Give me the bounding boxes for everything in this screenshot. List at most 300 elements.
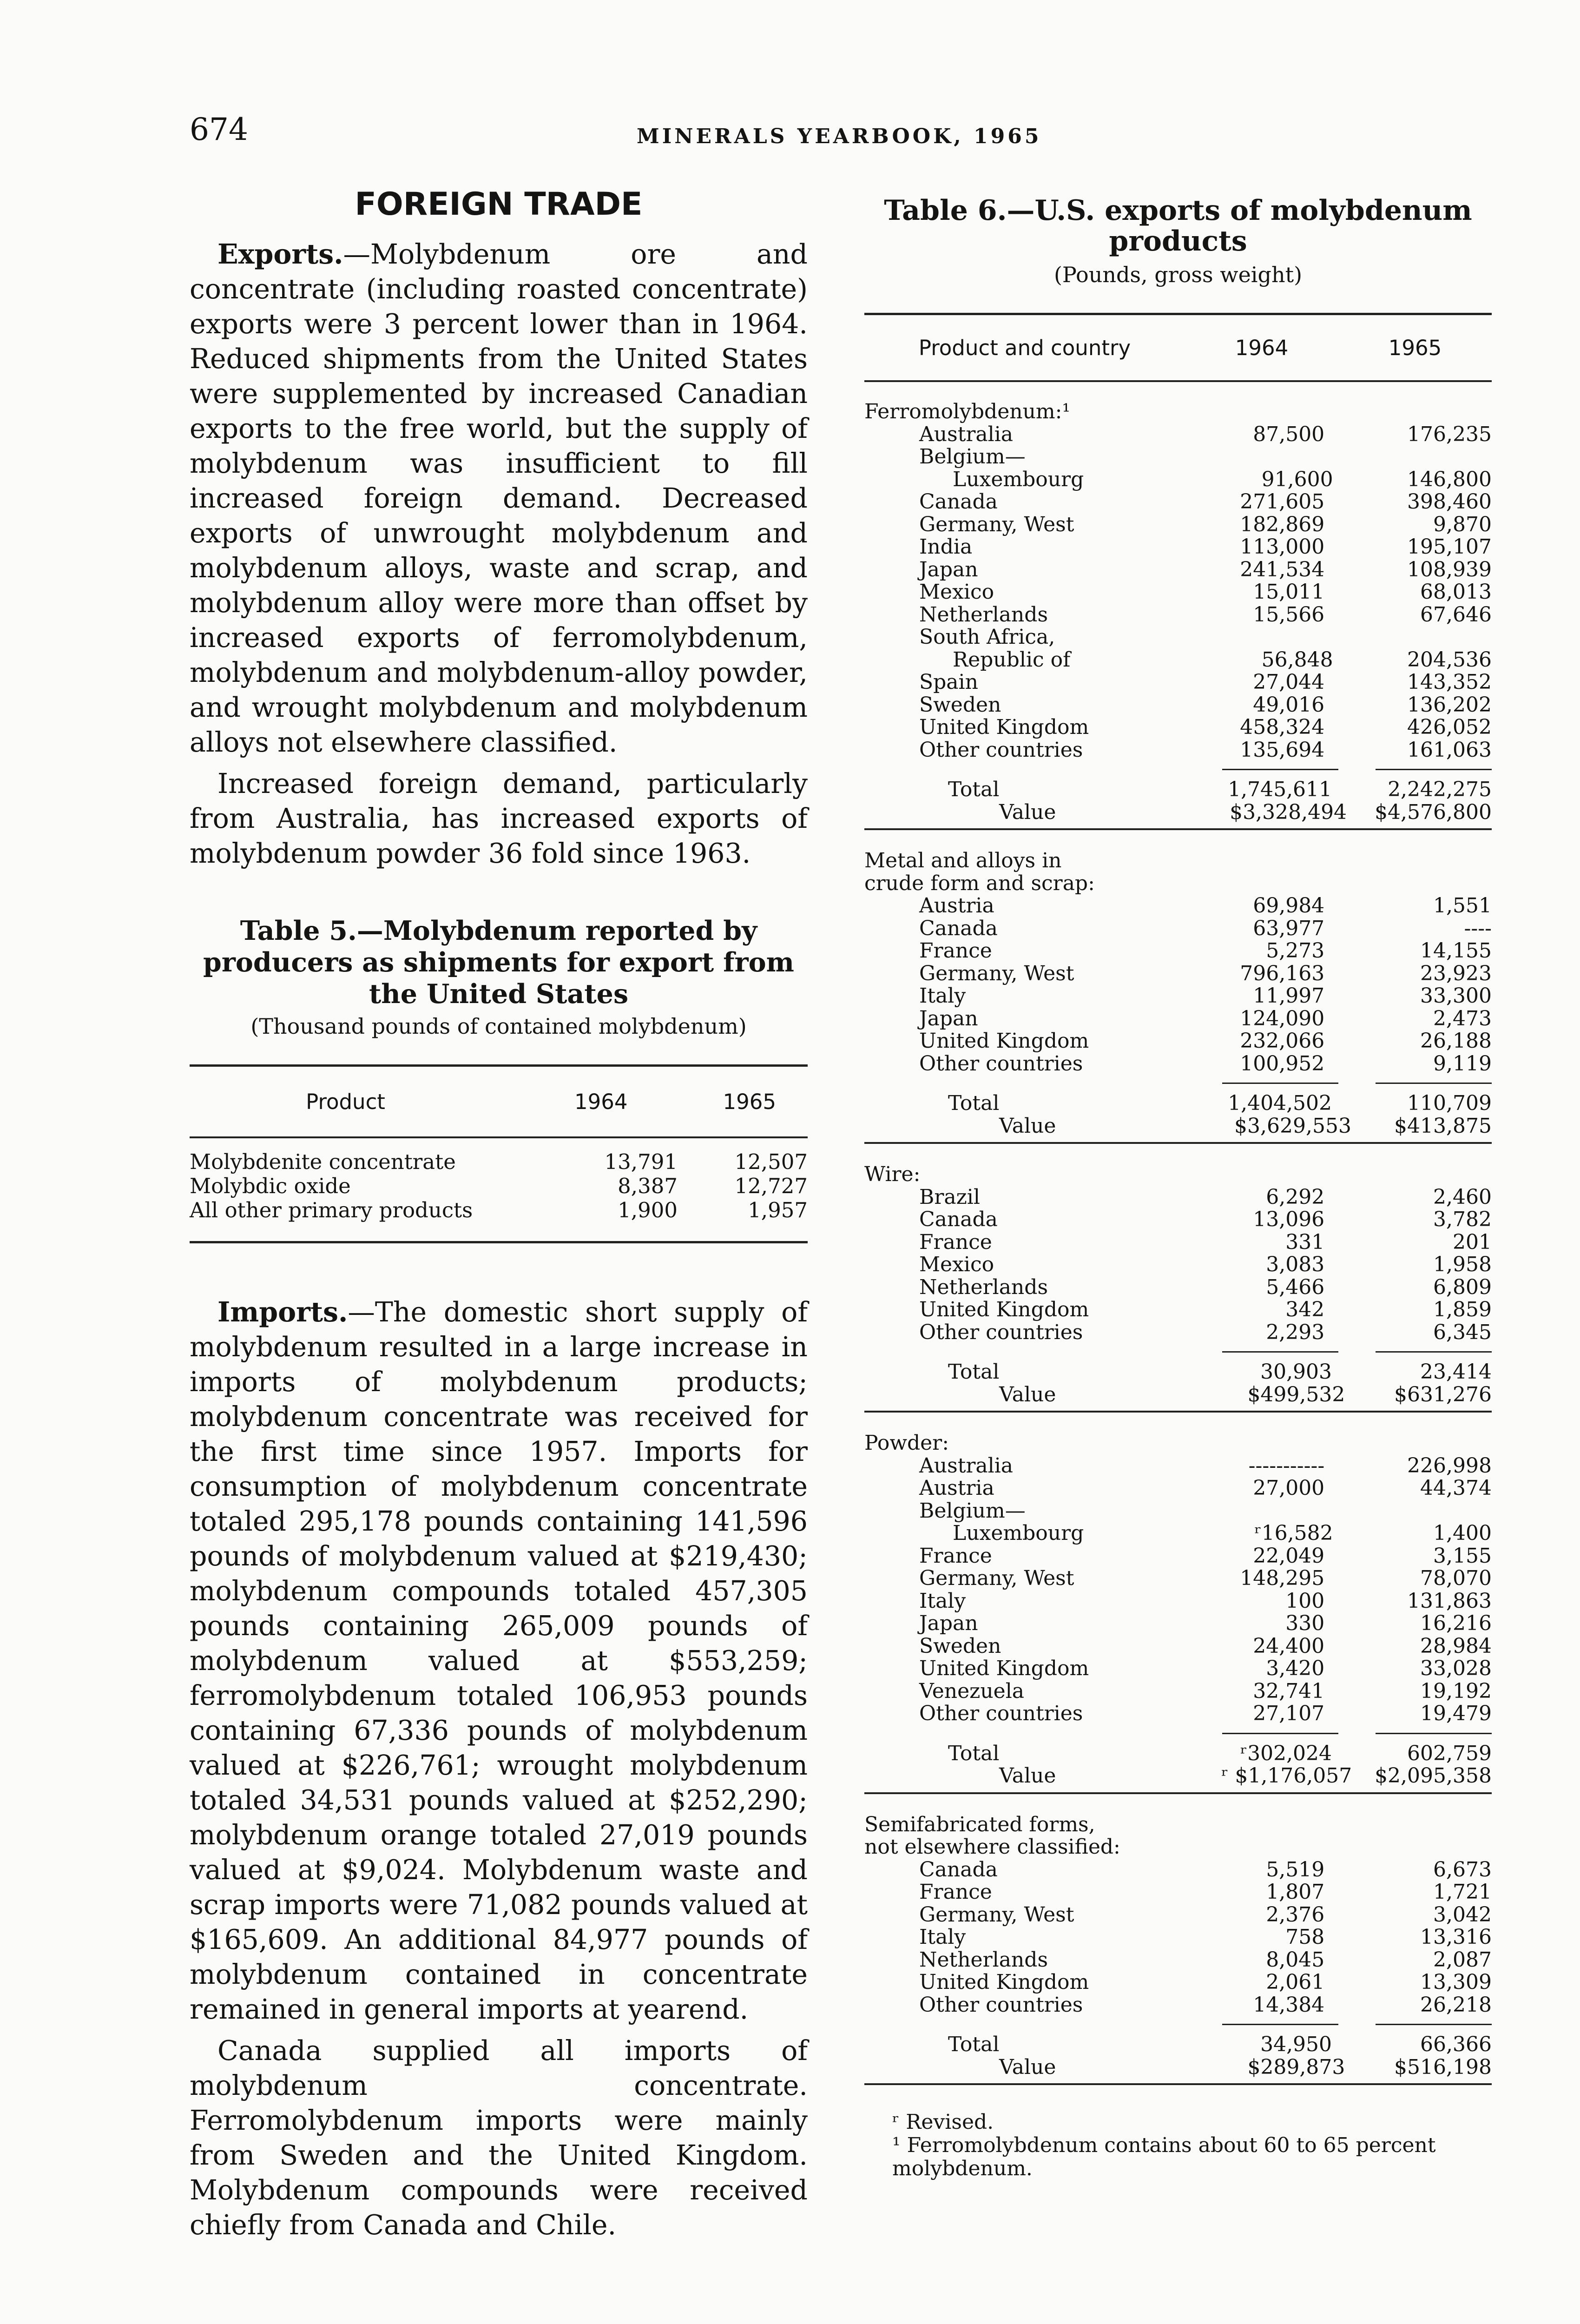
table6-cell-1964: 3,083 bbox=[1266, 1253, 1325, 1276]
table6-cell-country: France bbox=[919, 1545, 992, 1567]
table6-value-row bbox=[864, 801, 1492, 824]
table6-cell-country: South Africa, bbox=[919, 626, 1055, 649]
table6-cell-country: Republic of bbox=[953, 648, 1071, 671]
table6-cell-country: Other countries bbox=[919, 739, 1083, 761]
table6-subtitle: (Pounds, gross weight) bbox=[1053, 262, 1303, 287]
table6-cell-1964: 241,534 bbox=[1240, 557, 1325, 581]
table6-cell-1965: 68,013 bbox=[1420, 580, 1492, 604]
table5-header-1964: 1964 bbox=[574, 1089, 628, 1114]
table6-value-row bbox=[864, 1765, 1492, 1788]
table6-cell-country: Austria bbox=[919, 1477, 994, 1500]
table6-cell-country: United Kingdom bbox=[919, 716, 1089, 739]
table6-sum-rule bbox=[864, 1733, 1492, 1734]
table6-cell-1965: 1,551 bbox=[1433, 894, 1492, 918]
table6-cell-country: Sweden bbox=[919, 1635, 1001, 1657]
table6-cell-1965: 14,155 bbox=[1420, 939, 1492, 963]
table6-cell-1965: 131,863 bbox=[1407, 1589, 1492, 1613]
right-column bbox=[864, 195, 1492, 2180]
table6-row bbox=[864, 423, 1492, 446]
table6-cell-country: Germany, West bbox=[919, 513, 1074, 536]
table6-value-label: Value bbox=[999, 1115, 1056, 1137]
table6-row bbox=[864, 1276, 1492, 1299]
table6-cell-1964: 6,292 bbox=[1266, 1185, 1325, 1209]
table6-cell-country: Mexico bbox=[919, 581, 994, 604]
table6-cell-1965: 195,107 bbox=[1407, 535, 1492, 559]
exports-text: —Molybdenum ore and concentrate (including roasted concentrate) exports were 3 percent lower than in 1964. Reduced shipments from the United States were supplemented by increased Canadian exports to the free world, but the supply of molybdenum was insufficient to fill increased foreign demand. Decreased exports of unwrought molybdenum and molybdenum alloys, waste and scrap, and molybdenum alloy were more than offset by increased exports of ferromolybdenum, molybdenum and molybdenum-alloy powder, and wrought molybdenum and molybdenum alloys not elsewhere classified. bbox=[190, 238, 808, 758]
table6-section-rule bbox=[864, 1792, 1492, 1794]
table6-sum-rule bbox=[864, 2024, 1492, 2025]
table6-cell-1965: 16,216 bbox=[1420, 1611, 1492, 1635]
table6-total-label: Total bbox=[948, 1092, 1000, 1115]
table6-cell-1965: 33,300 bbox=[1420, 984, 1492, 1008]
table6-row bbox=[864, 514, 1492, 536]
table6-cell-1964: 56,848 bbox=[1261, 647, 1333, 672]
table6-cell-1965: 201 bbox=[1453, 1230, 1492, 1254]
table6-section-title bbox=[864, 1432, 1492, 1455]
table6-row bbox=[864, 604, 1492, 627]
table6-total-1964: 1,404,502 bbox=[1228, 1091, 1332, 1115]
table6-row bbox=[864, 1053, 1492, 1076]
table6-cell-1965: 28,984 bbox=[1420, 1634, 1492, 1658]
table6-cell-country: Japan bbox=[919, 558, 978, 581]
table6-cell-1964: ʳ16,582 bbox=[1254, 1521, 1333, 1545]
table6-cell-1964: 22,049 bbox=[1253, 1544, 1325, 1568]
table6-value-label: Value bbox=[999, 1383, 1056, 1406]
table6-cell-country: Other countries bbox=[919, 1321, 1083, 1344]
table6-cell-country: Germany, West bbox=[919, 1903, 1074, 1926]
table5-row bbox=[190, 1150, 808, 1174]
table6-cell-1964: 69,984 bbox=[1253, 894, 1325, 918]
table6-row bbox=[864, 671, 1492, 694]
table5-cell-product: All other primary products bbox=[190, 1198, 473, 1222]
table6-cell-1964: 271,605 bbox=[1240, 490, 1325, 514]
table5-header-1965: 1965 bbox=[723, 1089, 776, 1114]
table6-cell-1964: 2,376 bbox=[1266, 1902, 1325, 1927]
table6-cell-1965: 3,155 bbox=[1433, 1544, 1492, 1568]
table6-cell-1965: 26,218 bbox=[1420, 1993, 1492, 2017]
table6-cell-1965: 33,028 bbox=[1420, 1657, 1492, 1680]
table6-row bbox=[864, 1949, 1492, 1972]
table6-total-label: Total bbox=[948, 1361, 1000, 1384]
rule-spacer bbox=[864, 769, 1185, 770]
rule-1965 bbox=[1376, 1351, 1492, 1353]
table6-cell-1964: 3,420 bbox=[1266, 1657, 1325, 1680]
table6-cell-1965: 19,479 bbox=[1420, 1702, 1492, 1725]
table6-value-row bbox=[864, 2056, 1492, 2079]
table6-row bbox=[864, 1008, 1492, 1030]
rule-1964 bbox=[1222, 769, 1338, 770]
table6-cell-1965: 13,309 bbox=[1420, 1970, 1492, 1994]
table6-section-label: Semifabricated forms, not elsewhere classified: bbox=[864, 1813, 1120, 1859]
table6-value-1964: $3,629,553 bbox=[1234, 1114, 1351, 1138]
table6-row bbox=[864, 1881, 1492, 1904]
table6-cell-1965: 6,673 bbox=[1433, 1857, 1492, 1882]
table5-subtitle: (Thousand pounds of contained molybdenum) bbox=[250, 1014, 747, 1039]
table6-total-1964: 30,903 bbox=[1260, 1360, 1332, 1384]
table6-row bbox=[864, 1030, 1492, 1053]
table6-cell-country: Canada bbox=[919, 1208, 998, 1231]
table6-cell-1964: 27,107 bbox=[1253, 1702, 1325, 1725]
table6-cell-1964: 100,952 bbox=[1240, 1051, 1325, 1076]
table5-cell-1965: 1,957 bbox=[748, 1198, 808, 1222]
rule-spacer bbox=[864, 2024, 1185, 2025]
table6-section-label: Ferromolybdenum:¹ bbox=[864, 401, 1071, 423]
rule-spacer bbox=[864, 1083, 1185, 1084]
table6-cell-country: United Kingdom bbox=[919, 1657, 1089, 1680]
table6-cell-1964: 8,045 bbox=[1266, 1948, 1325, 1972]
table6-cell-1965: 108,939 bbox=[1407, 557, 1492, 581]
table6-cell-1964: 758 bbox=[1285, 1925, 1325, 1949]
table6-cell-country: Luxembourg bbox=[953, 1522, 1084, 1545]
table6-cell-1964: 2,293 bbox=[1266, 1320, 1325, 1344]
table6-cell-1964: 27,044 bbox=[1253, 670, 1325, 694]
table6-row bbox=[864, 1590, 1492, 1613]
table6-cell-1965: 226,998 bbox=[1407, 1453, 1492, 1478]
table6-cell-1965: 2,087 bbox=[1433, 1948, 1492, 1972]
table6-row bbox=[864, 1657, 1492, 1680]
table6-row bbox=[864, 1186, 1492, 1209]
table6-value-1964: $499,532 bbox=[1247, 1382, 1345, 1406]
exports-paragraph-2: Increased foreign demand, particularly from Australia, has increased exports of molybdenum powder 36 fold since 1963. bbox=[190, 768, 808, 869]
table6-section-rule bbox=[864, 2083, 1492, 2085]
table6-cell-country: Japan bbox=[919, 1612, 978, 1635]
table6-cell-1965: 161,063 bbox=[1407, 738, 1492, 762]
table6-cell-country: Japan bbox=[919, 1007, 978, 1030]
table6-cell-1965: 1,721 bbox=[1433, 1880, 1492, 1904]
table6-cell-1964: 330 bbox=[1285, 1611, 1325, 1635]
table6-cell-1964: 148,295 bbox=[1240, 1566, 1325, 1590]
table6-row bbox=[864, 559, 1492, 581]
table6-row bbox=[864, 1477, 1492, 1500]
table6-row bbox=[864, 469, 1492, 491]
table6-cell-1964: 14,384 bbox=[1253, 1993, 1325, 2017]
table6-value-label: Value bbox=[999, 801, 1056, 824]
table6-total-row bbox=[864, 1743, 1492, 1765]
table6-total-row bbox=[864, 1092, 1492, 1115]
table6-section-label: Metal and alloys in crude form and scrap: bbox=[864, 850, 1095, 895]
table6-cell-1965: 136,202 bbox=[1407, 693, 1492, 717]
table6-cell-1964: 63,977 bbox=[1253, 916, 1325, 940]
table6-total-1964: ʳ302,024 bbox=[1240, 1741, 1332, 1765]
table6-cell-1965: 1,400 bbox=[1433, 1521, 1492, 1545]
table5-cell-1964: 1,900 bbox=[618, 1198, 678, 1222]
table6-header bbox=[864, 315, 1492, 382]
table6-cell-country: Other countries bbox=[919, 1703, 1083, 1725]
table6-cell-1965: 78,070 bbox=[1420, 1566, 1492, 1590]
table6-total-1965: 66,366 bbox=[1420, 2033, 1492, 2056]
table6-value-1964: $3,328,494 bbox=[1230, 800, 1347, 824]
table6-section-title bbox=[864, 401, 1492, 423]
rule-1964 bbox=[1222, 1351, 1338, 1353]
table6-total-row bbox=[864, 2034, 1492, 2056]
table6-total-label: Total bbox=[948, 1742, 1000, 1765]
rule-1965 bbox=[1376, 1733, 1492, 1734]
table6-cell-1965: 426,052 bbox=[1407, 715, 1492, 739]
footnote-1: ¹ Ferromolybdenum contains about 60 to 65 percent molybdenum. bbox=[892, 2133, 1436, 2180]
table6-cell-1964: 5,273 bbox=[1266, 939, 1325, 963]
table6-cell-1964: 182,869 bbox=[1240, 512, 1325, 536]
table6-cell-country: Other countries bbox=[919, 1052, 1083, 1075]
table6-row bbox=[864, 918, 1492, 940]
table6-cell-country: Germany, West bbox=[919, 1567, 1074, 1590]
table6-cell-1965: 176,235 bbox=[1407, 422, 1492, 446]
table6-row bbox=[864, 1254, 1492, 1276]
table6-cell-1964: 87,500 bbox=[1253, 422, 1325, 446]
table5-header-product: Product bbox=[306, 1089, 385, 1114]
table6-cell-country: Germany, West bbox=[919, 962, 1074, 985]
table6-row bbox=[864, 739, 1492, 762]
table6-caption: Table 6.—U.S. exports of molybdenum products bbox=[884, 194, 1472, 257]
table6-cell-1965: 146,800 bbox=[1407, 467, 1492, 491]
table6-cell-1965: 3,782 bbox=[1433, 1208, 1492, 1231]
table6-value-1965: $631,276 bbox=[1394, 1382, 1492, 1406]
table6-row bbox=[864, 1703, 1492, 1725]
table6-row bbox=[864, 1904, 1492, 1927]
table6-cell-country: France bbox=[919, 940, 992, 963]
left-column bbox=[190, 186, 808, 2243]
table6-row bbox=[864, 1299, 1492, 1321]
table6-total-1965: 23,414 bbox=[1420, 1360, 1492, 1384]
rule-spacer bbox=[864, 1733, 1185, 1734]
table6-cell-country: Canada bbox=[919, 491, 998, 514]
table6-value-1965: $2,095,358 bbox=[1375, 1764, 1492, 1788]
table5 bbox=[190, 1064, 808, 1243]
table6-cell-1964: 27,000 bbox=[1253, 1476, 1325, 1500]
table6-cell-1965: 13,316 bbox=[1420, 1925, 1492, 1949]
table6-cell-1964: 11,997 bbox=[1253, 984, 1325, 1008]
table6-cell-1964: 342 bbox=[1285, 1298, 1325, 1321]
table6-cell-country: Italy bbox=[919, 985, 966, 1008]
table6-cell-country: France bbox=[919, 1881, 992, 1904]
table6-cell-1964: 796,163 bbox=[1240, 961, 1325, 985]
table6-section-title bbox=[864, 1163, 1492, 1186]
table6-value-1965: $516,198 bbox=[1394, 2055, 1492, 2079]
exports-paragraph bbox=[190, 237, 808, 760]
table6-cell-1965: 6,345 bbox=[1433, 1320, 1492, 1344]
table6-cell-1964: 331 bbox=[1285, 1230, 1325, 1254]
table6-cell-1964: 15,011 bbox=[1253, 580, 1325, 604]
table6-cell-country: Spain bbox=[919, 671, 978, 694]
imports-text: —The domestic short supply of molybdenum resulted in a large increase in imports of molybdenum products; molybdenum concentrate was received for the first time since 1957. Imports for consumption of molybdenum concentrate totaled 295,178 pounds containing 141,596 pounds of molybdenum valued at $219,430; molybdenum compounds totaled 457,305 pounds containing 265,009 pounds of molybdenum valued at $553,259; ferromolybdenum totaled 106,953 pounds containing 67,336 pounds of molybdenum valued at $226,761; wrought molybdenum totaled 34,531 pounds valued at $252,290; molybdenum orange totaled 27,019 pounds valued at $9,024. Molybdenum waste and scrap imports were 71,082 pounds valued at $165,609. An additional 84,977 pounds of molybdenum contained in concentrate remained in general imports at yearend. bbox=[190, 1296, 808, 2025]
table6-cell-1964: 100 bbox=[1285, 1589, 1325, 1613]
table6-cell-country: Belgium— bbox=[919, 446, 1026, 469]
table5-cell-1965: 12,507 bbox=[734, 1149, 808, 1174]
table6-row bbox=[864, 536, 1492, 559]
table6-total-1964: 1,745,611 bbox=[1228, 778, 1332, 801]
table5-cell-1964: 8,387 bbox=[618, 1174, 678, 1198]
table6-cell-country: Sweden bbox=[919, 693, 1001, 716]
table6-header-product: Product and country bbox=[918, 335, 1131, 360]
table6-cell-1965: 398,460 bbox=[1407, 490, 1492, 514]
exports-runin: Exports. bbox=[217, 238, 343, 270]
table6-section-rule bbox=[864, 1142, 1492, 1144]
table6-row bbox=[864, 963, 1492, 985]
table6-cell-country: United Kingdom bbox=[919, 1299, 1089, 1321]
rule-1964 bbox=[1222, 1733, 1338, 1734]
table6-cell-country: Other countries bbox=[919, 1994, 1083, 2016]
table6-section-label: Wire: bbox=[864, 1163, 921, 1186]
table6-cell-1965: 3,042 bbox=[1433, 1902, 1492, 1927]
table6-row bbox=[864, 1500, 1492, 1523]
table6-cell-country: United Kingdom bbox=[919, 1030, 1089, 1053]
rule-1965 bbox=[1376, 769, 1492, 770]
table6-body bbox=[864, 382, 1492, 2085]
table6-footnotes bbox=[864, 2111, 1492, 2180]
table6-value-row bbox=[864, 1115, 1492, 1138]
table6-value-label: Value bbox=[999, 2056, 1056, 2079]
rule-spacer bbox=[864, 1351, 1185, 1353]
table6-cell-country: Canada bbox=[919, 917, 998, 940]
table6-cell-country: Brazil bbox=[919, 1186, 980, 1208]
table6-row bbox=[864, 1321, 1492, 1344]
table6-cell-country: Italy bbox=[919, 1926, 966, 1949]
table6-row bbox=[864, 895, 1492, 918]
table6-row bbox=[864, 940, 1492, 963]
table6-cell-1965: 9,119 bbox=[1433, 1051, 1492, 1076]
table6-total-label: Total bbox=[948, 2034, 1000, 2056]
table6-cell-1964: 24,400 bbox=[1253, 1634, 1325, 1658]
table6-row bbox=[864, 694, 1492, 717]
table6-cell-country: France bbox=[919, 1231, 992, 1254]
table6-cell-1964: 32,741 bbox=[1253, 1679, 1325, 1703]
table6-row bbox=[864, 626, 1492, 649]
table6-cell-1964: 13,096 bbox=[1253, 1208, 1325, 1231]
imports-runin: Imports. bbox=[217, 1296, 348, 1328]
table5-row bbox=[190, 1198, 808, 1222]
table6-total-1965: 2,242,275 bbox=[1388, 778, 1492, 801]
table6-cell-1964: 458,324 bbox=[1240, 715, 1325, 739]
table6-cell-country: Italy bbox=[919, 1590, 966, 1612]
table6-value-1965: $413,875 bbox=[1394, 1114, 1492, 1138]
table6-row bbox=[864, 1208, 1492, 1231]
table6-row bbox=[864, 1567, 1492, 1590]
table6-value-row bbox=[864, 1384, 1492, 1406]
table6-cell-1964: 113,000 bbox=[1240, 535, 1325, 559]
table6-cell-country: United Kingdom bbox=[919, 1971, 1089, 1994]
table6-cell-1964: 91,600 bbox=[1261, 467, 1333, 491]
table6-cell-country: Venezuela bbox=[919, 1680, 1025, 1703]
table6-cell-country: Netherlands bbox=[919, 1948, 1048, 1971]
table6-row bbox=[864, 491, 1492, 514]
table6-cell-1965: 67,646 bbox=[1420, 602, 1492, 627]
table6-cell-1965: 143,352 bbox=[1407, 670, 1492, 694]
rule-1964 bbox=[1222, 1083, 1338, 1084]
table6-cell-1965: 6,809 bbox=[1433, 1275, 1492, 1299]
table6-section-label: Powder: bbox=[864, 1432, 949, 1455]
table5-cell-1965: 12,727 bbox=[734, 1174, 808, 1198]
table5-body bbox=[190, 1138, 808, 1241]
table6-row bbox=[864, 581, 1492, 604]
section-title: FOREIGN TRADE bbox=[355, 186, 643, 223]
table6 bbox=[864, 313, 1492, 2085]
table6-cell-1965: ---- bbox=[1464, 916, 1492, 940]
table6-cell-country: Australia bbox=[919, 1454, 1014, 1477]
table6-row bbox=[864, 1612, 1492, 1635]
table6-total-1965: 602,759 bbox=[1407, 1741, 1492, 1765]
table6-cell-1965: 2,460 bbox=[1433, 1185, 1492, 1209]
table6-section-rule bbox=[864, 828, 1492, 830]
table6-total-row bbox=[864, 779, 1492, 801]
page-number: 674 bbox=[190, 112, 248, 147]
table6-cell-1964: 1,807 bbox=[1266, 1880, 1325, 1904]
table6-cell-country: Mexico bbox=[919, 1254, 994, 1276]
imports-paragraph bbox=[190, 1294, 808, 2027]
table5-cell-1964: 13,791 bbox=[604, 1149, 678, 1174]
table5-cell-product: Molybdenite concentrate bbox=[190, 1149, 456, 1174]
table6-row bbox=[864, 1926, 1492, 1949]
table6-cell-1964: 232,066 bbox=[1240, 1029, 1325, 1053]
table6-cell-country: India bbox=[919, 536, 973, 559]
table6-cell-1964: ----------- bbox=[1248, 1453, 1325, 1478]
table6-section-title bbox=[864, 1814, 1492, 1859]
rule-1965 bbox=[1376, 1083, 1492, 1084]
table6-row bbox=[864, 649, 1492, 672]
table6-cell-1964: 49,016 bbox=[1253, 693, 1325, 717]
table6-cell-1965: 1,859 bbox=[1433, 1298, 1492, 1321]
table6-cell-1964: 5,519 bbox=[1266, 1857, 1325, 1882]
table6-cell-1964: 2,061 bbox=[1266, 1970, 1325, 1994]
table6-cell-1965: 44,374 bbox=[1420, 1476, 1492, 1500]
table6-cell-1965: 19,192 bbox=[1420, 1679, 1492, 1703]
table6-cell-1965: 23,923 bbox=[1420, 961, 1492, 985]
table5-row bbox=[190, 1174, 808, 1198]
table5-caption: Table 5.—Molybdenum reported by producers as shipments for export from the United States bbox=[203, 915, 794, 1010]
table6-cell-country: Netherlands bbox=[919, 603, 1048, 626]
table6-cell-1964: 124,090 bbox=[1240, 1006, 1325, 1030]
running-title: MINERALS YEARBOOK, 1965 bbox=[637, 125, 1042, 148]
table6-row bbox=[864, 1545, 1492, 1568]
table6-total-row bbox=[864, 1361, 1492, 1384]
table6-header-1965: 1965 bbox=[1388, 335, 1442, 360]
table6-cell-country: Canada bbox=[919, 1858, 998, 1881]
table6-value-1964: $289,873 bbox=[1247, 2055, 1345, 2079]
table6-cell-1965: 9,870 bbox=[1433, 512, 1492, 536]
table6-cell-1964: 5,466 bbox=[1266, 1275, 1325, 1299]
table6-header-1964: 1964 bbox=[1235, 335, 1289, 360]
table6-row bbox=[864, 446, 1492, 469]
table6-cell-1965: 1,958 bbox=[1433, 1253, 1492, 1276]
table6-row bbox=[864, 1680, 1492, 1703]
table6-cell-country: Austria bbox=[919, 895, 994, 918]
table6-cell-1964: 135,694 bbox=[1240, 738, 1325, 762]
table6-sum-rule bbox=[864, 1083, 1492, 1084]
table6-cell-country: Belgium— bbox=[919, 1499, 1026, 1522]
table6-section-title bbox=[864, 850, 1492, 895]
table6-row bbox=[864, 985, 1492, 1008]
table6-row bbox=[864, 1455, 1492, 1478]
table6-cell-country: Netherlands bbox=[919, 1276, 1048, 1299]
table6-cell-1965: 204,536 bbox=[1407, 647, 1492, 672]
table6-row bbox=[864, 1859, 1492, 1882]
table6-total-1965: 110,709 bbox=[1407, 1091, 1492, 1115]
table6-row bbox=[864, 1994, 1492, 2017]
table6-cell-country: Luxembourg bbox=[953, 468, 1084, 491]
table6-cell-1965: 26,188 bbox=[1420, 1029, 1492, 1053]
rule-1965 bbox=[1376, 2024, 1492, 2025]
table6-row bbox=[864, 1635, 1492, 1658]
table6-sum-rule bbox=[864, 1351, 1492, 1353]
table6-total-label: Total bbox=[948, 779, 1000, 801]
table6-row bbox=[864, 716, 1492, 739]
table5-cell-product: Molybdic oxide bbox=[190, 1174, 351, 1198]
table6-row bbox=[864, 1231, 1492, 1254]
footnote-revised: ʳ Revised. bbox=[892, 2110, 994, 2134]
table6-section-rule bbox=[864, 1411, 1492, 1413]
table6-sum-rule bbox=[864, 769, 1492, 770]
table6-cell-1964: 15,566 bbox=[1253, 602, 1325, 627]
table6-cell-country: Australia bbox=[919, 423, 1014, 446]
table6-value-1965: $4,576,800 bbox=[1375, 800, 1492, 824]
